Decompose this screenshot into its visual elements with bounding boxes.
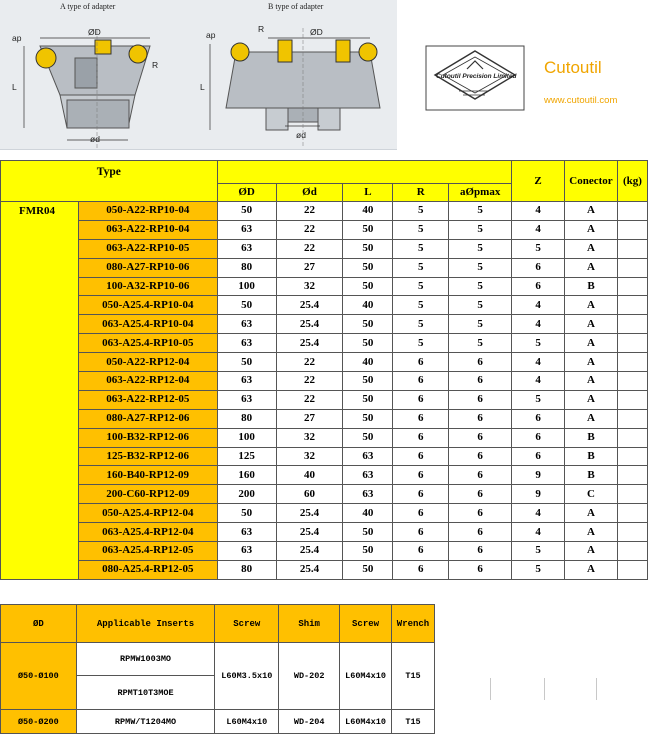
cell-con: A <box>565 542 618 561</box>
cutter-drawing <box>0 0 397 150</box>
cell-d: 125 <box>217 447 276 466</box>
cell-d: 100 <box>217 277 276 296</box>
cell-con: C <box>565 485 618 504</box>
cell-r: 5 <box>393 239 449 258</box>
cell-d: 22 <box>276 353 343 372</box>
cell-ap: 6 <box>449 560 512 579</box>
cell-l: 63 <box>343 466 393 485</box>
cell-z: 6 <box>512 277 565 296</box>
cell-ap: 6 <box>449 466 512 485</box>
cell-r: 6 <box>393 560 449 579</box>
cell-d: 50 <box>217 296 276 315</box>
col-z: Z <box>512 161 565 202</box>
cell-ap: 6 <box>449 523 512 542</box>
cell-z: 4 <box>512 504 565 523</box>
divider-line <box>596 678 597 700</box>
a-od-label: ØD <box>88 27 101 37</box>
cell-con: A <box>565 560 618 579</box>
table-row <box>1 466 648 485</box>
cell-d: 50 <box>217 353 276 372</box>
cell-d: 63 <box>217 239 276 258</box>
cell-kg <box>617 258 647 277</box>
cell-r: 6 <box>393 409 449 428</box>
cell-r: 6 <box>393 523 449 542</box>
table-row <box>1 485 648 504</box>
acc-shim-1: WD-202 <box>279 643 340 710</box>
cell-l: 40 <box>343 202 393 221</box>
a-l-label: L <box>12 82 17 92</box>
cell-d: 63 <box>217 523 276 542</box>
cell-kg <box>617 220 647 239</box>
cell-z: 4 <box>512 372 565 391</box>
cell-l: 50 <box>343 542 393 561</box>
acc-insert-3: RPMW/T1204MO <box>76 710 215 734</box>
acc-screw-1: L60M3.5x10 <box>215 643 279 710</box>
table-row <box>1 315 648 334</box>
cell-d: 50 <box>217 202 276 221</box>
cell-r: 5 <box>393 315 449 334</box>
cell-r: 5 <box>393 334 449 353</box>
cell-d: 25.4 <box>276 334 343 353</box>
adapter-drawings <box>0 0 397 150</box>
cell-d: 25.4 <box>276 315 343 334</box>
cell-r: 6 <box>393 372 449 391</box>
cell-l: 50 <box>343 239 393 258</box>
b-ap-label: ap <box>206 30 216 40</box>
table-row <box>1 542 648 561</box>
cell-ap: 5 <box>449 277 512 296</box>
cell-kg <box>617 560 647 579</box>
cell-d: 50 <box>217 504 276 523</box>
cell-ap: 6 <box>449 353 512 372</box>
cell-r: 5 <box>393 277 449 296</box>
cell-r: 6 <box>393 390 449 409</box>
cell-con: B <box>565 428 618 447</box>
cell-con: A <box>565 239 618 258</box>
acc-col-shim: Shim <box>279 605 340 643</box>
cell-ap: 5 <box>449 202 512 221</box>
model-cell: 063-A22-RP10-04 <box>78 220 217 239</box>
cell-z: 6 <box>512 258 565 277</box>
acc-dia-1: Ø50-Ø100 <box>1 643 77 710</box>
model-cell: 100-A32-RP10-06 <box>78 277 217 296</box>
cell-d: 22 <box>276 202 343 221</box>
cell-d: 22 <box>276 390 343 409</box>
cell-r: 5 <box>393 220 449 239</box>
cell-ap: 6 <box>449 409 512 428</box>
table-row <box>1 504 648 523</box>
cell-r: 6 <box>393 504 449 523</box>
cell-r: 5 <box>393 296 449 315</box>
cell-kg <box>617 523 647 542</box>
model-cell: 160-B40-RP12-09 <box>78 466 217 485</box>
cell-d: 32 <box>276 447 343 466</box>
cell-ap: 6 <box>449 372 512 391</box>
cell-con: A <box>565 220 618 239</box>
cell-ap: 6 <box>449 485 512 504</box>
cell-d: 160 <box>217 466 276 485</box>
cell-z: 6 <box>512 447 565 466</box>
cell-d: 25.4 <box>276 560 343 579</box>
a-type-caption: A type of adapter <box>60 2 116 11</box>
type-header: Type <box>1 161 218 202</box>
model-cell: 050-A22-RP10-04 <box>78 202 217 221</box>
table-row <box>1 447 648 466</box>
acc-screw2-2: L60M4x10 <box>340 710 392 734</box>
model-cell: 200-C60-RP12-09 <box>78 485 217 504</box>
col-l: L <box>343 184 393 202</box>
acc-col-screw: Screw <box>215 605 279 643</box>
cell-con: A <box>565 504 618 523</box>
cell-r: 6 <box>393 542 449 561</box>
cell-kg <box>617 372 647 391</box>
acc-col-inserts: Applicable Inserts <box>76 605 215 643</box>
cell-r: 6 <box>393 447 449 466</box>
table-row <box>1 277 648 296</box>
cell-d: 32 <box>276 428 343 447</box>
cell-ap: 5 <box>449 296 512 315</box>
model-cell: 063-A25.4-RP12-04 <box>78 523 217 542</box>
model-cell: 125-B32-RP12-06 <box>78 447 217 466</box>
cell-d: 63 <box>217 372 276 391</box>
acc-col-screw2: Screw <box>340 605 392 643</box>
cell-z: 4 <box>512 220 565 239</box>
cell-d: 63 <box>217 334 276 353</box>
cell-ap: 6 <box>449 504 512 523</box>
cell-kg <box>617 315 647 334</box>
cell-l: 50 <box>343 428 393 447</box>
model-cell: 050-A22-RP12-04 <box>78 353 217 372</box>
cell-r: 5 <box>393 258 449 277</box>
cell-ap: 5 <box>449 239 512 258</box>
cell-l: 50 <box>343 390 393 409</box>
cell-z: 4 <box>512 353 565 372</box>
cell-d: 27 <box>276 409 343 428</box>
model-cell: 063-A25.4-RP10-05 <box>78 334 217 353</box>
cell-con: A <box>565 315 618 334</box>
brand-url: www.cutoutil.com <box>544 95 618 106</box>
cell-l: 50 <box>343 315 393 334</box>
acc-dia-2: Ø50-Ø200 <box>1 710 77 734</box>
cell-kg <box>617 202 647 221</box>
col-kg: (kg) <box>617 161 647 202</box>
cell-l: 63 <box>343 447 393 466</box>
cell-z: 4 <box>512 296 565 315</box>
header-spacer <box>217 161 511 184</box>
model-cell: 080-A27-RP12-06 <box>78 409 217 428</box>
a-ap-label: ap <box>12 33 22 43</box>
acc-screw-2: L60M4x10 <box>215 710 279 734</box>
cell-d: 63 <box>217 220 276 239</box>
cell-d: 63 <box>217 542 276 561</box>
cell-l: 50 <box>343 409 393 428</box>
b-od-label: ØD <box>310 27 323 37</box>
cell-d: 60 <box>276 485 343 504</box>
cell-z: 9 <box>512 466 565 485</box>
cell-con: A <box>565 523 618 542</box>
cell-con: A <box>565 296 618 315</box>
cell-d: 25.4 <box>276 296 343 315</box>
cell-l: 40 <box>343 296 393 315</box>
cell-z: 4 <box>512 315 565 334</box>
table-row <box>1 239 648 258</box>
brand-name: Cutoutil <box>544 58 602 77</box>
cell-z: 4 <box>512 202 565 221</box>
acc-screw2-1: L60M4x10 <box>340 643 392 710</box>
table-row <box>1 372 648 391</box>
model-cell: 063-A22-RP10-05 <box>78 239 217 258</box>
model-cell: 050-A25.4-RP12-04 <box>78 504 217 523</box>
cell-d: 80 <box>217 409 276 428</box>
logo-text: Cutoutil Precision Limited <box>436 73 517 80</box>
b-d-label: ød <box>296 130 306 140</box>
cell-con: A <box>565 372 618 391</box>
acc-wrench-2: T15 <box>392 710 435 734</box>
cell-ap: 6 <box>449 428 512 447</box>
cell-kg <box>617 542 647 561</box>
cell-d: 32 <box>276 277 343 296</box>
cell-kg <box>617 334 647 353</box>
cell-kg <box>617 447 647 466</box>
cell-ap: 5 <box>449 334 512 353</box>
cell-r: 6 <box>393 466 449 485</box>
col-od: ØD <box>217 184 276 202</box>
cell-kg <box>617 428 647 447</box>
cell-kg <box>617 390 647 409</box>
cell-con: A <box>565 334 618 353</box>
cell-kg <box>617 485 647 504</box>
col-connector: Conector <box>565 161 618 202</box>
table-row <box>1 390 648 409</box>
cell-d: 25.4 <box>276 542 343 561</box>
cell-l: 50 <box>343 523 393 542</box>
table-row <box>1 428 648 447</box>
cell-ap: 5 <box>449 315 512 334</box>
series-label: FMR04 <box>1 202 79 580</box>
cell-l: 50 <box>343 258 393 277</box>
col-d: Ød <box>276 184 343 202</box>
cell-r: 5 <box>393 202 449 221</box>
cell-con: B <box>565 466 618 485</box>
col-apmax: aØpmax <box>449 184 512 202</box>
cell-d: 22 <box>276 372 343 391</box>
cell-z: 9 <box>512 485 565 504</box>
cell-z: 6 <box>512 428 565 447</box>
cell-kg <box>617 353 647 372</box>
cell-l: 50 <box>343 334 393 353</box>
model-cell: 063-A22-RP12-04 <box>78 372 217 391</box>
a-r-label: R <box>152 60 159 70</box>
model-cell: 050-A25.4-RP10-04 <box>78 296 217 315</box>
cell-kg <box>617 239 647 258</box>
accessories-table <box>0 604 435 734</box>
cell-l: 50 <box>343 220 393 239</box>
cell-con: A <box>565 258 618 277</box>
model-cell: 080-A27-RP10-06 <box>78 258 217 277</box>
col-r: R <box>393 184 449 202</box>
acc-wrench-1: T15 <box>392 643 435 710</box>
acc-col-od: ØD <box>1 605 77 643</box>
cell-d: 25.4 <box>276 523 343 542</box>
model-cell: 063-A25.4-RP12-05 <box>78 542 217 561</box>
cell-z: 4 <box>512 523 565 542</box>
cell-ap: 6 <box>449 390 512 409</box>
cell-d: 80 <box>217 560 276 579</box>
table-row <box>1 334 648 353</box>
cell-z: 5 <box>512 560 565 579</box>
cell-l: 50 <box>343 560 393 579</box>
cell-con: B <box>565 277 618 296</box>
cell-d: 63 <box>217 390 276 409</box>
cell-d: 25.4 <box>276 504 343 523</box>
cell-r: 6 <box>393 428 449 447</box>
cell-ap: 6 <box>449 447 512 466</box>
cell-d: 200 <box>217 485 276 504</box>
table-row <box>1 258 648 277</box>
cell-d: 27 <box>276 258 343 277</box>
cell-kg <box>617 504 647 523</box>
model-cell: 100-B32-RP12-06 <box>78 428 217 447</box>
cell-d: 22 <box>276 239 343 258</box>
table-row <box>1 409 648 428</box>
model-cell: 063-A25.4-RP10-04 <box>78 315 217 334</box>
cell-l: 63 <box>343 485 393 504</box>
cell-con: A <box>565 390 618 409</box>
table-row <box>1 560 648 579</box>
cell-d: 80 <box>217 258 276 277</box>
acc-insert-1: RPMW1003MO <box>76 643 215 676</box>
cell-kg <box>617 466 647 485</box>
cell-d: 40 <box>276 466 343 485</box>
cell-l: 40 <box>343 504 393 523</box>
cell-l: 40 <box>343 353 393 372</box>
cell-kg <box>617 296 647 315</box>
cell-ap: 5 <box>449 258 512 277</box>
spec-table <box>0 160 648 580</box>
b-l-label: L <box>200 82 205 92</box>
cell-z: 5 <box>512 334 565 353</box>
cell-r: 6 <box>393 485 449 504</box>
cell-d: 100 <box>217 428 276 447</box>
cell-z: 6 <box>512 409 565 428</box>
table-row <box>1 202 648 221</box>
model-cell: 080-A25.4-RP12-05 <box>78 560 217 579</box>
divider-line <box>490 678 491 700</box>
table-row <box>1 296 648 315</box>
model-cell: 063-A22-RP12-05 <box>78 390 217 409</box>
table-row <box>1 220 648 239</box>
table-row <box>1 523 648 542</box>
acc-col-wrench: Wrench <box>392 605 435 643</box>
acc-shim-2: WD-204 <box>279 710 340 734</box>
cell-z: 5 <box>512 390 565 409</box>
cell-con: A <box>565 409 618 428</box>
cell-ap: 6 <box>449 542 512 561</box>
cell-kg <box>617 277 647 296</box>
cell-d: 22 <box>276 220 343 239</box>
cell-kg <box>617 409 647 428</box>
cell-l: 50 <box>343 372 393 391</box>
acc-insert-2: RPMT10T3MOE <box>76 676 215 710</box>
cell-z: 5 <box>512 239 565 258</box>
table-row <box>1 353 648 372</box>
cell-con: A <box>565 353 618 372</box>
cell-ap: 5 <box>449 220 512 239</box>
cell-con: B <box>565 447 618 466</box>
cell-r: 6 <box>393 353 449 372</box>
b-r-label: R <box>258 24 265 34</box>
b-type-caption: B type of adapter <box>268 2 324 11</box>
cell-con: A <box>565 202 618 221</box>
company-logo <box>423 43 527 113</box>
cell-z: 5 <box>512 542 565 561</box>
a-d-label: ød <box>90 134 100 144</box>
divider-line <box>544 678 545 700</box>
cell-l: 50 <box>343 277 393 296</box>
cell-d: 63 <box>217 315 276 334</box>
